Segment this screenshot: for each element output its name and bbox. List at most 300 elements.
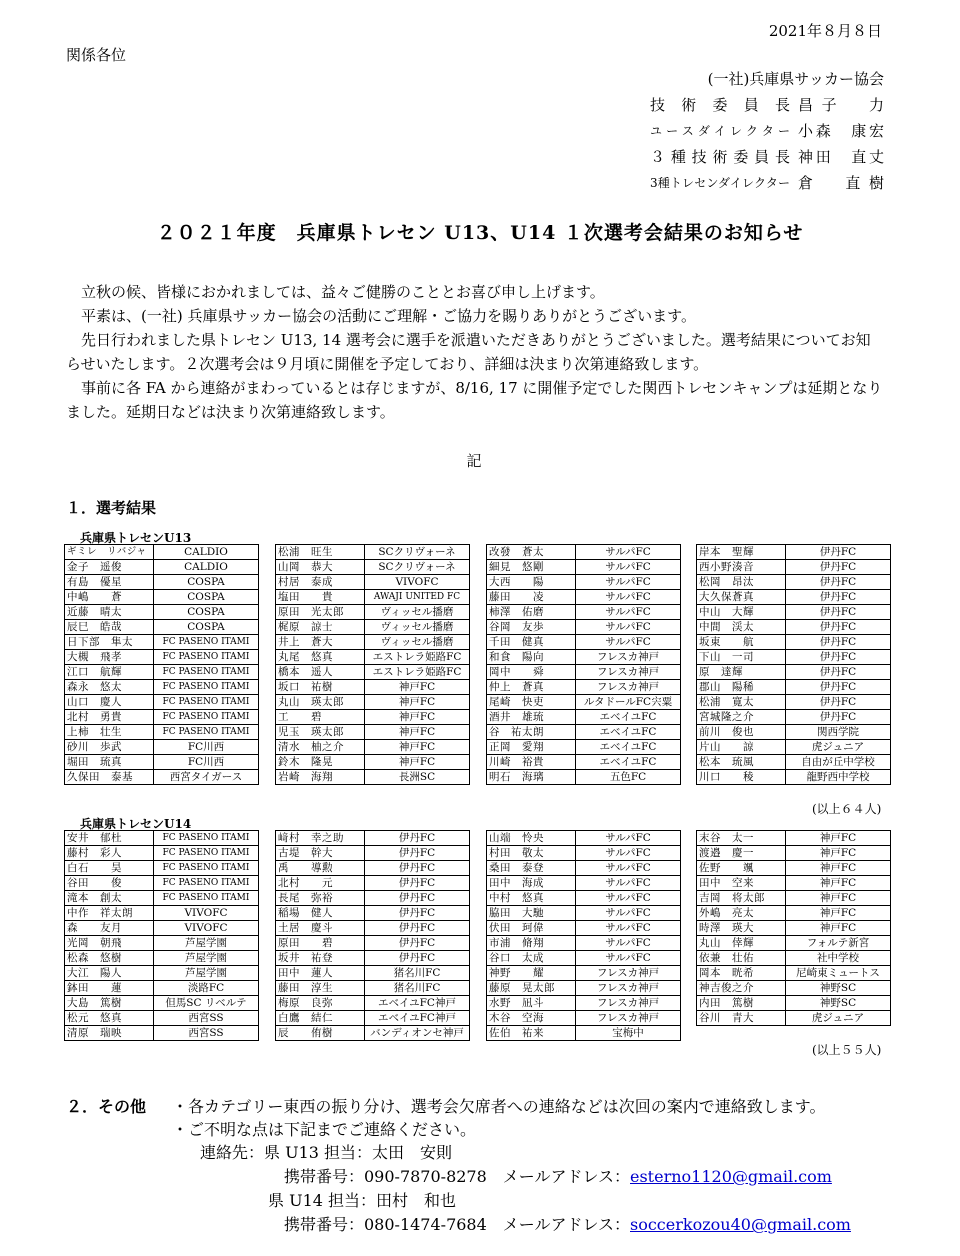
table-row bbox=[697, 680, 891, 695]
body-paragraph: 平素は、(一社) 兵庫県サッカー協会の活動にご理解・ご協力を賜りありがとうございます。 bbox=[81, 307, 696, 325]
club-name: FC PASENO ITAMI bbox=[154, 725, 259, 740]
player-name: 松浦 寛太 bbox=[697, 695, 786, 710]
player-name: 白鷹 結仁 bbox=[276, 1011, 365, 1026]
player-name: 水野 凪斗 bbox=[487, 996, 576, 1011]
club-name: エベイユFC bbox=[576, 740, 681, 755]
player-name: 中村 悠真 bbox=[487, 891, 576, 906]
document-date: 2021年８月８日 bbox=[768, 22, 882, 40]
table-row bbox=[65, 575, 259, 590]
player-name: 坂井 祐登 bbox=[276, 951, 365, 966]
player-name: 上柿 壮生 bbox=[65, 725, 154, 740]
club-name: 伊丹FC bbox=[786, 665, 891, 680]
table-row bbox=[65, 605, 259, 620]
table-row bbox=[487, 846, 681, 861]
club-name: 伊丹FC bbox=[365, 951, 470, 966]
player-name: 村田 敬太 bbox=[487, 846, 576, 861]
signatory-name: 倉 直樹 bbox=[798, 174, 884, 192]
table-row bbox=[697, 831, 891, 846]
club-name: サルパFC bbox=[576, 831, 681, 846]
player-name: 山端 怜央 bbox=[487, 831, 576, 846]
club-name: 関西学院 bbox=[786, 725, 891, 740]
club-name: 西宮SS bbox=[154, 1026, 259, 1041]
club-name: 神戸FC bbox=[786, 876, 891, 891]
player-name: 佐伯 祐来 bbox=[487, 1026, 576, 1041]
player-name: 久保田 泰基 bbox=[65, 770, 154, 785]
player-name: 伏田 珂偉 bbox=[487, 921, 576, 936]
table-row bbox=[276, 846, 470, 861]
club-name: サルパFC bbox=[576, 921, 681, 936]
club-name: エストレラ姫路FC bbox=[365, 665, 470, 680]
club-name: エベイユFC神戸 bbox=[365, 1011, 470, 1026]
table-row bbox=[65, 996, 259, 1011]
player-name: 梶原 諒士 bbox=[276, 620, 365, 635]
table-row bbox=[487, 575, 681, 590]
player-name: 児玉 瑛太郎 bbox=[276, 725, 365, 740]
player-name: 清原 瑞映 bbox=[65, 1026, 154, 1041]
player-name: 原 達輝 bbox=[697, 665, 786, 680]
table-row bbox=[697, 605, 891, 620]
table-row bbox=[487, 1026, 681, 1041]
table-row bbox=[487, 740, 681, 755]
player-name: 砂川 歩武 bbox=[65, 740, 154, 755]
player-name: 松浦 旺生 bbox=[276, 545, 365, 560]
table-row bbox=[487, 695, 681, 710]
club-name: エベイユFC bbox=[576, 710, 681, 725]
club-name: 伊丹FC bbox=[786, 575, 891, 590]
player-name: 近藤 晴太 bbox=[65, 605, 154, 620]
signatory-name: 昌子 力 bbox=[798, 96, 884, 114]
player-name: 﨑村 幸之助 bbox=[276, 831, 365, 846]
club-name: フレスカ神戸 bbox=[576, 650, 681, 665]
club-name: サルパFC bbox=[576, 861, 681, 876]
addressee: 関係各位 bbox=[66, 46, 127, 64]
club-name: 伊丹FC bbox=[365, 936, 470, 951]
club-name: 社中学校 bbox=[786, 951, 891, 966]
club-name: フレスカ神戸 bbox=[576, 966, 681, 981]
player-name: 酒井 雄琉 bbox=[487, 710, 576, 725]
player-name: 滝本 創太 bbox=[65, 891, 154, 906]
player-name: 時澤 瑛大 bbox=[697, 921, 786, 936]
player-name: 村居 泰成 bbox=[276, 575, 365, 590]
table-row bbox=[697, 951, 891, 966]
player-name: 岩崎 海翔 bbox=[276, 770, 365, 785]
player-name: 脇田 大馳 bbox=[487, 906, 576, 921]
results-table bbox=[64, 544, 259, 785]
player-name: 松元 悠真 bbox=[65, 1011, 154, 1026]
club-name: 猪名川FC bbox=[365, 966, 470, 981]
table-row bbox=[65, 936, 259, 951]
u14-phone-line bbox=[284, 1212, 851, 1235]
player-name: 和食 陽向 bbox=[487, 650, 576, 665]
table-row bbox=[65, 755, 259, 770]
table-row bbox=[276, 605, 470, 620]
club-name: 神野SC bbox=[786, 981, 891, 996]
player-name: 禹 導勲 bbox=[276, 861, 365, 876]
table-row bbox=[276, 891, 470, 906]
table-row bbox=[697, 560, 891, 575]
table-row bbox=[276, 725, 470, 740]
table-row bbox=[65, 921, 259, 936]
club-name: FC PASENO ITAMI bbox=[154, 650, 259, 665]
player-name: 松森 悠樹 bbox=[65, 951, 154, 966]
club-name: サルパFC bbox=[576, 876, 681, 891]
signatory-role: ３種技術委員長 bbox=[650, 148, 790, 166]
table-row bbox=[487, 981, 681, 996]
results-table bbox=[486, 544, 681, 785]
club-name: SCクリヴォーネ bbox=[365, 545, 470, 560]
club-name: サルパFC bbox=[576, 936, 681, 951]
table-row bbox=[697, 996, 891, 1011]
table-row bbox=[65, 846, 259, 861]
signatory-row bbox=[650, 144, 884, 170]
table-row bbox=[697, 861, 891, 876]
signatory-role: ユースダイレクター bbox=[650, 124, 790, 138]
player-name: 谷 祐太朗 bbox=[487, 725, 576, 740]
club-name: フォルテ新宮 bbox=[786, 936, 891, 951]
player-name: 谷岡 友歩 bbox=[487, 620, 576, 635]
document-title: ２０２１年度 兵庫県トレセン U13、U14 １次選考会結果のお知らせ bbox=[156, 222, 804, 244]
body-paragraph: 事前に各 FA から連絡がまわっているとは存じますが、8/16, 17 に開催予定でした関西トレセンキャンプは延期となりました。延期日などは決まり次第連絡致します。 bbox=[66, 379, 883, 421]
player-name: 白石 昊 bbox=[65, 861, 154, 876]
section2-title: ２．その他 bbox=[66, 1097, 147, 1116]
table-row bbox=[65, 680, 259, 695]
player-name: 田中 空来 bbox=[697, 876, 786, 891]
player-name: 柿澤 佑磨 bbox=[487, 605, 576, 620]
table-row bbox=[276, 831, 470, 846]
player-name: 改發 蒼太 bbox=[487, 545, 576, 560]
table-row bbox=[65, 695, 259, 710]
player-name: 橋本 遥人 bbox=[276, 665, 365, 680]
club-name: FC PASENO ITAMI bbox=[154, 710, 259, 725]
table-row bbox=[697, 981, 891, 996]
club-name: SCクリヴォーネ bbox=[365, 560, 470, 575]
player-name: 川崎 裕貴 bbox=[487, 755, 576, 770]
player-name: 山岡 恭大 bbox=[276, 560, 365, 575]
table-row bbox=[65, 876, 259, 891]
club-name: エストレラ姫路FC bbox=[365, 650, 470, 665]
table-row bbox=[487, 650, 681, 665]
player-name: 市浦 脩翔 bbox=[487, 936, 576, 951]
table-row bbox=[276, 710, 470, 725]
player-name: 長尾 弥裕 bbox=[276, 891, 365, 906]
club-name: FC PASENO ITAMI bbox=[154, 680, 259, 695]
player-name: 明石 海璃 bbox=[487, 770, 576, 785]
player-name: 藤田 淳生 bbox=[276, 981, 365, 996]
club-name: 淡路FC bbox=[154, 981, 259, 996]
table-row bbox=[487, 996, 681, 1011]
player-name: 松本 琉風 bbox=[697, 755, 786, 770]
table-row bbox=[276, 1026, 470, 1041]
table-row bbox=[276, 650, 470, 665]
club-name: 自由が丘中学校 bbox=[786, 755, 891, 770]
table-row bbox=[276, 996, 470, 1011]
club-name: 宝梅中 bbox=[576, 1026, 681, 1041]
table-row bbox=[65, 620, 259, 635]
table-row bbox=[65, 650, 259, 665]
player-name: 鉢田 蓮 bbox=[65, 981, 154, 996]
table-row bbox=[697, 876, 891, 891]
table-row bbox=[487, 891, 681, 906]
player-name: 尾崎 快吏 bbox=[487, 695, 576, 710]
table-row bbox=[487, 951, 681, 966]
club-name: フレスカ神戸 bbox=[576, 680, 681, 695]
table-row bbox=[276, 560, 470, 575]
table-row bbox=[65, 590, 259, 605]
player-name: 谷川 青大 bbox=[697, 1011, 786, 1026]
player-name: 川口 稜 bbox=[697, 770, 786, 785]
player-name: 内田 篤樹 bbox=[697, 996, 786, 1011]
club-name: 伊丹FC bbox=[786, 680, 891, 695]
player-name: 下山 一司 bbox=[697, 650, 786, 665]
player-name: 神吉俊之介 bbox=[697, 981, 786, 996]
signatory-name: 小森 康宏 bbox=[798, 122, 884, 140]
club-name: 長洲SC bbox=[365, 770, 470, 785]
table-row bbox=[65, 966, 259, 981]
player-name: 中作 祥太朗 bbox=[65, 906, 154, 921]
table-row bbox=[487, 710, 681, 725]
player-name: ギミレ リバジャ bbox=[65, 545, 154, 560]
player-name: 坂口 祐樹 bbox=[276, 680, 365, 695]
player-name: 依兼 壮佑 bbox=[697, 951, 786, 966]
club-name: 神戸FC bbox=[786, 906, 891, 921]
club-name: FC川西 bbox=[154, 740, 259, 755]
club-name: サルパFC bbox=[576, 590, 681, 605]
club-name: COSPA bbox=[154, 590, 259, 605]
table-row bbox=[697, 846, 891, 861]
player-name: 千田 健真 bbox=[487, 635, 576, 650]
table-row bbox=[65, 710, 259, 725]
club-name: FC PASENO ITAMI bbox=[154, 846, 259, 861]
body-text bbox=[66, 280, 884, 424]
player-name: 日下部 隼太 bbox=[65, 635, 154, 650]
table-row bbox=[487, 605, 681, 620]
club-name: 伊丹FC bbox=[786, 605, 891, 620]
table-row bbox=[487, 590, 681, 605]
player-name: 工 碧 bbox=[276, 710, 365, 725]
results-table bbox=[696, 544, 891, 785]
table-row bbox=[697, 650, 891, 665]
club-name: 虎ジュニア bbox=[786, 1011, 891, 1026]
club-name: 神戸FC bbox=[365, 710, 470, 725]
table-row bbox=[65, 770, 259, 785]
table-row bbox=[487, 620, 681, 635]
table-row bbox=[487, 936, 681, 951]
club-name: 伊丹FC bbox=[365, 876, 470, 891]
club-name: 伊丹FC bbox=[786, 710, 891, 725]
table-row bbox=[65, 906, 259, 921]
club-name: COSPA bbox=[154, 605, 259, 620]
player-name: 辰巳 皓哉 bbox=[65, 620, 154, 635]
table-row bbox=[276, 755, 470, 770]
player-name: 中嶋 蒼 bbox=[65, 590, 154, 605]
u14-email-link[interactable]: soccerkozou40@gmail.com bbox=[630, 1215, 851, 1234]
player-name: 仲上 蒼真 bbox=[487, 680, 576, 695]
table-row bbox=[487, 831, 681, 846]
club-name: サルパFC bbox=[576, 635, 681, 650]
table-row bbox=[697, 710, 891, 725]
club-name: CALDIO bbox=[154, 545, 259, 560]
sender-org: (一社)兵庫県サッカー協会 bbox=[707, 70, 884, 88]
table-row bbox=[276, 635, 470, 650]
club-name: サルパFC bbox=[576, 575, 681, 590]
club-name: バンディオンセ神戸 bbox=[365, 1026, 470, 1041]
club-name: VIVOFC bbox=[154, 906, 259, 921]
table-row bbox=[697, 695, 891, 710]
club-name: 伊丹FC bbox=[786, 650, 891, 665]
contact-label: 連絡先： bbox=[200, 1143, 265, 1162]
contact-u13 bbox=[200, 1140, 452, 1163]
club-name: 龍野西中学校 bbox=[786, 770, 891, 785]
table-row bbox=[697, 725, 891, 740]
table-row bbox=[487, 755, 681, 770]
table-row bbox=[697, 966, 891, 981]
results-table bbox=[486, 830, 681, 1041]
table-row bbox=[487, 921, 681, 936]
player-name: 古堤 幹大 bbox=[276, 846, 365, 861]
player-name: 山口 慶人 bbox=[65, 695, 154, 710]
player-name: 江口 航輝 bbox=[65, 665, 154, 680]
player-name: 谷田 俊 bbox=[65, 876, 154, 891]
player-name: 大槻 飛孝 bbox=[65, 650, 154, 665]
u13-contact-person: 県 U13 担当：太田 安則 bbox=[264, 1143, 453, 1162]
player-name: 岡中 舜 bbox=[487, 665, 576, 680]
player-name: 藤田 凌 bbox=[487, 590, 576, 605]
player-name: 坂東 航 bbox=[697, 635, 786, 650]
table-row bbox=[697, 891, 891, 906]
club-name: FC PASENO ITAMI bbox=[154, 635, 259, 650]
table-row bbox=[487, 966, 681, 981]
results-table bbox=[275, 830, 470, 1041]
ki-mark: 記 bbox=[466, 452, 482, 470]
table-row bbox=[65, 725, 259, 740]
table-row bbox=[65, 951, 259, 966]
club-name: 芦屋学園 bbox=[154, 966, 259, 981]
player-name: 松岡 昂汰 bbox=[697, 575, 786, 590]
table-row bbox=[487, 876, 681, 891]
player-name: 藤原 晃太郎 bbox=[487, 981, 576, 996]
table-row bbox=[276, 981, 470, 996]
club-name: フレスカ神戸 bbox=[576, 981, 681, 996]
u14-group-label: 兵庫県トレセンU14 bbox=[80, 817, 192, 831]
player-name: 細見 悠剛 bbox=[487, 560, 576, 575]
results-table bbox=[64, 830, 259, 1041]
club-name: 伊丹FC bbox=[365, 906, 470, 921]
club-name: 神戸FC bbox=[786, 846, 891, 861]
club-name: COSPA bbox=[154, 620, 259, 635]
club-name: エベイユFC神戸 bbox=[365, 996, 470, 1011]
club-name: エベイユFC bbox=[576, 755, 681, 770]
signatory-row bbox=[650, 92, 884, 118]
player-name: 前川 俊也 bbox=[697, 725, 786, 740]
player-name: 中山 大輝 bbox=[697, 605, 786, 620]
club-name: サルパFC bbox=[576, 906, 681, 921]
signatory-name: 神田 直丈 bbox=[798, 148, 884, 166]
table-row bbox=[487, 545, 681, 560]
club-name: 但馬SC リベルテ bbox=[154, 996, 259, 1011]
club-name: 神戸FC bbox=[365, 695, 470, 710]
table-row bbox=[65, 861, 259, 876]
club-name: サルパFC bbox=[576, 545, 681, 560]
player-name: 大島 篤樹 bbox=[65, 996, 154, 1011]
club-name: 神野SC bbox=[786, 996, 891, 1011]
table-row bbox=[65, 891, 259, 906]
table-row bbox=[487, 906, 681, 921]
table-row bbox=[697, 635, 891, 650]
table-row bbox=[65, 635, 259, 650]
club-name: 伊丹FC bbox=[786, 590, 891, 605]
club-name: 神戸FC bbox=[365, 755, 470, 770]
player-name: 有島 優星 bbox=[65, 575, 154, 590]
table-row bbox=[276, 620, 470, 635]
u14-phone: 携帯番号：080-1474-7684 メールアドレス： bbox=[284, 1215, 630, 1234]
player-name: 丸山 倖輝 bbox=[697, 936, 786, 951]
player-name: 谷口 太成 bbox=[487, 951, 576, 966]
table-row bbox=[487, 665, 681, 680]
player-name: 光岡 朝飛 bbox=[65, 936, 154, 951]
player-name: 梅原 良弥 bbox=[276, 996, 365, 1011]
u14-count: (以上５５人) bbox=[812, 1043, 882, 1057]
player-name: 稲場 健人 bbox=[276, 906, 365, 921]
player-name: 北村 元 bbox=[276, 876, 365, 891]
table-row bbox=[697, 906, 891, 921]
results-table bbox=[696, 830, 891, 1026]
club-name: フレスカ神戸 bbox=[576, 1011, 681, 1026]
table-row bbox=[65, 560, 259, 575]
signatory-role: 技術委員長 bbox=[650, 96, 790, 114]
player-name: 辰 侑樹 bbox=[276, 1026, 365, 1041]
club-name: ヴィッセル播磨 bbox=[365, 605, 470, 620]
table-row bbox=[276, 951, 470, 966]
player-name: 安井 郁杜 bbox=[65, 831, 154, 846]
player-name: 鈴木 隆晃 bbox=[276, 755, 365, 770]
signatory-role: 3種トレセンダイレクター bbox=[650, 176, 790, 190]
u13-email-link[interactable]: esterno1120@gmail.com bbox=[630, 1167, 832, 1186]
club-name: サルパFC bbox=[576, 620, 681, 635]
table-row bbox=[276, 590, 470, 605]
table-row bbox=[65, 831, 259, 846]
club-name: サルパFC bbox=[576, 891, 681, 906]
club-name: ヴィッセル播磨 bbox=[365, 635, 470, 650]
player-name: 原田 光太郎 bbox=[276, 605, 365, 620]
club-name: 神戸FC bbox=[786, 861, 891, 876]
player-name: 岸本 聖輝 bbox=[697, 545, 786, 560]
player-name: 末谷 太一 bbox=[697, 831, 786, 846]
table-row bbox=[65, 740, 259, 755]
table-row bbox=[276, 665, 470, 680]
table-row bbox=[697, 545, 891, 560]
table-row bbox=[487, 635, 681, 650]
table-row bbox=[487, 680, 681, 695]
club-name: 芦屋学園 bbox=[154, 936, 259, 951]
table-row bbox=[697, 740, 891, 755]
player-name: 大江 陽人 bbox=[65, 966, 154, 981]
table-row bbox=[697, 770, 891, 785]
player-name: 郡山 陽稀 bbox=[697, 680, 786, 695]
club-name: 伊丹FC bbox=[365, 861, 470, 876]
club-name: 伊丹FC bbox=[786, 695, 891, 710]
club-name: サルパFC bbox=[576, 560, 681, 575]
club-name: ルタドールFC宍粟 bbox=[576, 695, 681, 710]
table-row bbox=[276, 680, 470, 695]
club-name: FC PASENO ITAMI bbox=[154, 861, 259, 876]
club-name: 伊丹FC bbox=[365, 891, 470, 906]
club-name: 伊丹FC bbox=[786, 545, 891, 560]
table-row bbox=[487, 725, 681, 740]
table-row bbox=[65, 545, 259, 560]
other-bullet-1: ・各カテゴリー東西の振り分け、選考会欠席者への連絡などは次回の案内で連絡致します。 bbox=[172, 1097, 826, 1116]
player-name: 木谷 空海 bbox=[487, 1011, 576, 1026]
club-name: 猪名川FC bbox=[365, 981, 470, 996]
